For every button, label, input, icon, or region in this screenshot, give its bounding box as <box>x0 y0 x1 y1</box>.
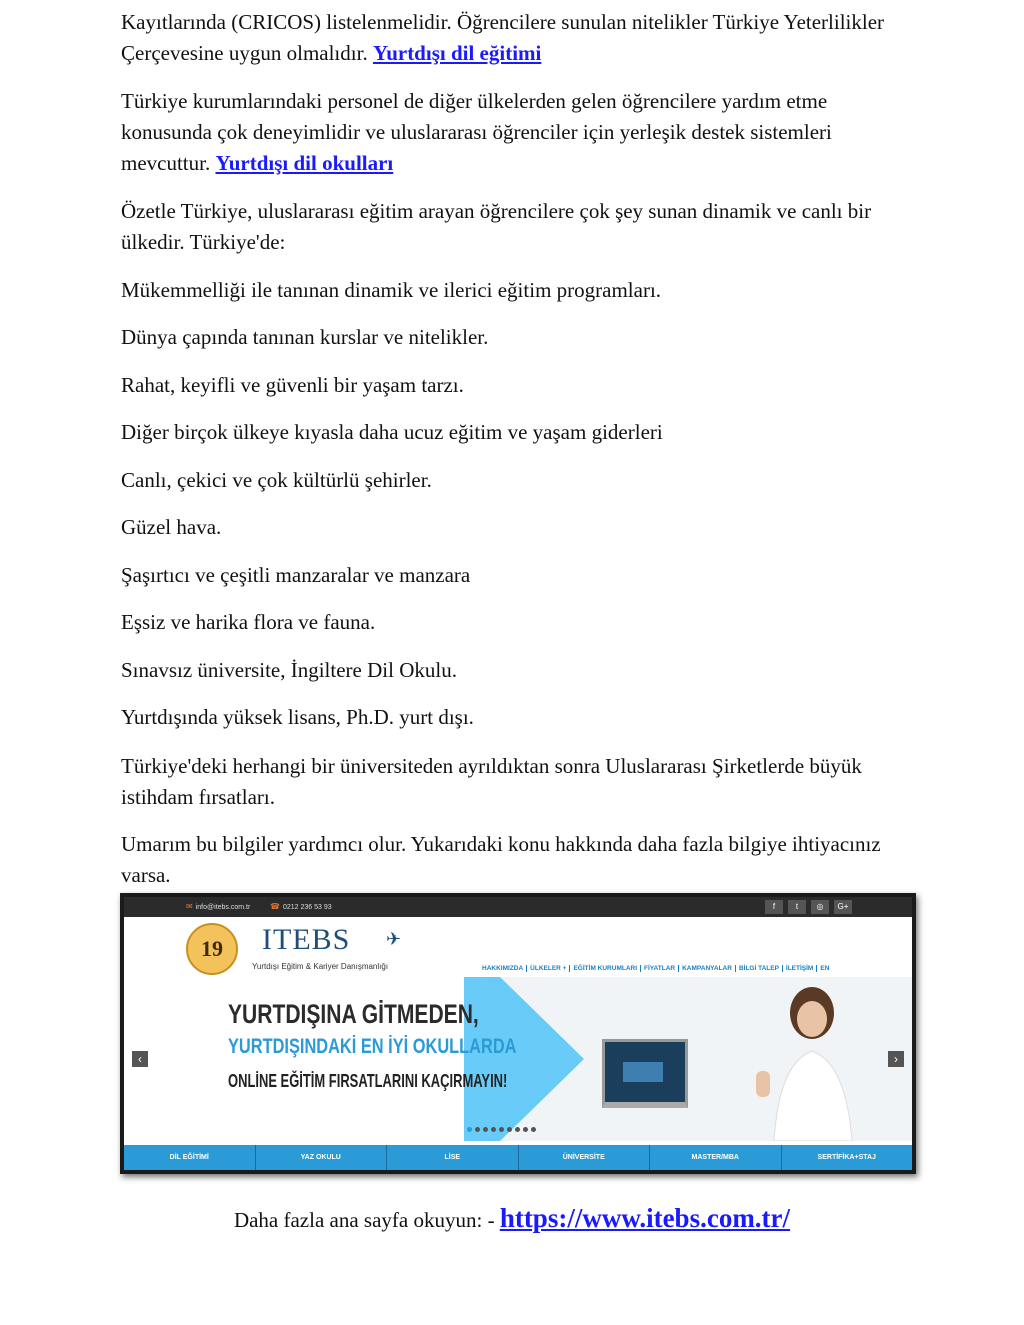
social-icons <box>765 900 852 914</box>
nav-item: HAKKIMIZDA <box>479 965 527 972</box>
carousel-dot <box>507 1127 512 1132</box>
category-item: DİL EĞİTİMİ <box>124 1145 256 1170</box>
website-header <box>124 917 912 977</box>
laptop-image <box>602 1039 688 1108</box>
category-item: MASTER/MBA <box>650 1145 782 1170</box>
carousel-dot <box>483 1127 488 1132</box>
carousel-prev-icon: ‹ <box>132 1051 148 1067</box>
link-language-education[interactable]: Yurtdışı dil eğitimi <box>372 41 542 65</box>
website-frame <box>124 897 912 1170</box>
nav-item: EĞİTİM KURUMLARI <box>570 965 641 972</box>
site-logo: ITEBS <box>262 923 351 956</box>
carousel-dot <box>523 1127 528 1132</box>
paragraph-text: Türkiye kurumlarındaki personel de diğer ülkelerden gelen öğrencilere yardım etme konusunda çok deneyimlidir ve uluslararası öğrenciler için yerleşik destek sistemleri mevcuttur. <box>121 89 832 175</box>
category-item: ÜNİVERSİTE <box>519 1145 651 1170</box>
email-contact <box>186 902 250 911</box>
list-item: Eşsiz ve harika flora ve fauna. <box>121 610 376 634</box>
nav-item: KAMPANYALAR <box>679 965 736 972</box>
carousel-dot <box>531 1127 536 1132</box>
carousel-dots <box>467 1127 536 1132</box>
carousel-dot <box>515 1127 520 1132</box>
airplane-icon: ✈ <box>386 929 402 949</box>
email-text: info@itebs.com.tr <box>195 904 251 911</box>
site-nav <box>479 965 832 972</box>
twitter-icon: t <box>788 900 806 914</box>
woman-thumbs-up-image <box>734 983 874 1141</box>
nav-item: İLETİŞİM <box>783 965 817 972</box>
facebook-icon: f <box>765 900 783 914</box>
paragraph <box>121 86 911 179</box>
hero-banner <box>124 977 912 1141</box>
phone-icon: ☎ <box>270 902 280 911</box>
anniversary-badge <box>186 923 238 975</box>
list-item: Türkiye'deki herhangi bir üniversiteden ayrıldıktan sonra Uluslararası Şirketlerde büyük istihdam fırsatları. <box>121 754 862 809</box>
link-language-schools[interactable]: Yurtdışı dil okulları <box>215 151 394 175</box>
category-item: SERTİFİKA+STAJ <box>817 1154 876 1161</box>
hero-subheadline: YURTDIŞINDAKİ EN İYİ OKULLARDA <box>228 1035 517 1058</box>
carousel-next-icon: › <box>888 1051 904 1067</box>
instagram-icon: ◎ <box>811 900 829 914</box>
list-item: Şaşırtıcı ve çeşitli manzaralar ve manzara <box>121 563 471 587</box>
nav-item: BİLGİ TALEP <box>736 965 783 972</box>
website-topbar <box>124 897 912 917</box>
hero-accent-shape <box>464 977 584 1141</box>
hero-cta-text: ONLİNE EĞİTİM FIRSATLARINI KAÇIRMAYIN! <box>228 1071 508 1091</box>
list-item: Sınavsız üniversite, İngiltere Dil Okulu. <box>121 658 457 682</box>
phone-contact <box>270 902 332 911</box>
paragraph <box>121 7 911 69</box>
list-item: Mükemmelliği ile tanınan dinamik ve ilerici eğitim programları. <box>121 278 662 302</box>
nav-item: EN <box>820 965 830 972</box>
list-item: Dünya çapında tanınan kurslar ve nitelikler. <box>121 325 489 349</box>
carousel-dot <box>499 1127 504 1132</box>
category-item: YAZ OKULU <box>256 1145 388 1170</box>
footer-text: Daha fazla ana sayfa okuyun: - <box>233 1208 500 1232</box>
mail-icon: ✉ <box>186 902 193 911</box>
category-item: LİSE <box>387 1145 519 1170</box>
phone-text: 0212 236 53 93 <box>282 904 332 911</box>
paragraph: Umarım bu bilgiler yardımcı olur. Yukarıdaki konu hakkında daha fazla bilgiye ihtiyacınız varsa. <box>121 832 881 887</box>
list-item: Güzel hava. <box>121 515 222 539</box>
homepage-link[interactable]: https://www.itebs.com.tr/ <box>499 1203 791 1233</box>
list-item: Canlı, çekici ve çok kültürlü şehirler. <box>121 468 432 492</box>
badge-number: 19 <box>201 936 223 961</box>
nav-item: FİYATLAR <box>641 965 679 972</box>
site-tagline: Yurtdışı Eğitim & Kariyer Danışmanlığı <box>252 962 389 971</box>
list-item: Diğer birçok ülkeye kıyasla daha ucuz eğitim ve yaşam giderleri <box>121 420 663 444</box>
carousel-dot <box>475 1127 480 1132</box>
paragraph-text: Kayıtlarında (CRICOS) listelenmelidir. Öğrencilere sunulan nitelikler Türkiye Yeterlilikler Çerçevesine uygun olmalıdır. <box>121 10 885 65</box>
nav-item: ÜLKELER + <box>527 965 570 972</box>
carousel-dot <box>491 1127 496 1132</box>
category-bar <box>124 1145 912 1170</box>
google-plus-icon: G+ <box>834 900 852 914</box>
paragraph: Özetle Türkiye, uluslararası eğitim arayan öğrencilere çok şey sunan dinamik ve canlı bir ülkedir. Türkiye'de: <box>121 199 872 254</box>
carousel-dot <box>467 1127 472 1132</box>
footer-line <box>0 1203 1024 1234</box>
hero-headline: YURTDIŞINA GİTMEDEN, <box>228 999 479 1029</box>
list-item: Rahat, keyifli ve güvenli bir yaşam tarzı. <box>121 373 464 397</box>
list-item: Yurtdışında yüksek lisans, Ph.D. yurt dışı. <box>121 705 474 729</box>
website-screenshot <box>120 893 916 1174</box>
